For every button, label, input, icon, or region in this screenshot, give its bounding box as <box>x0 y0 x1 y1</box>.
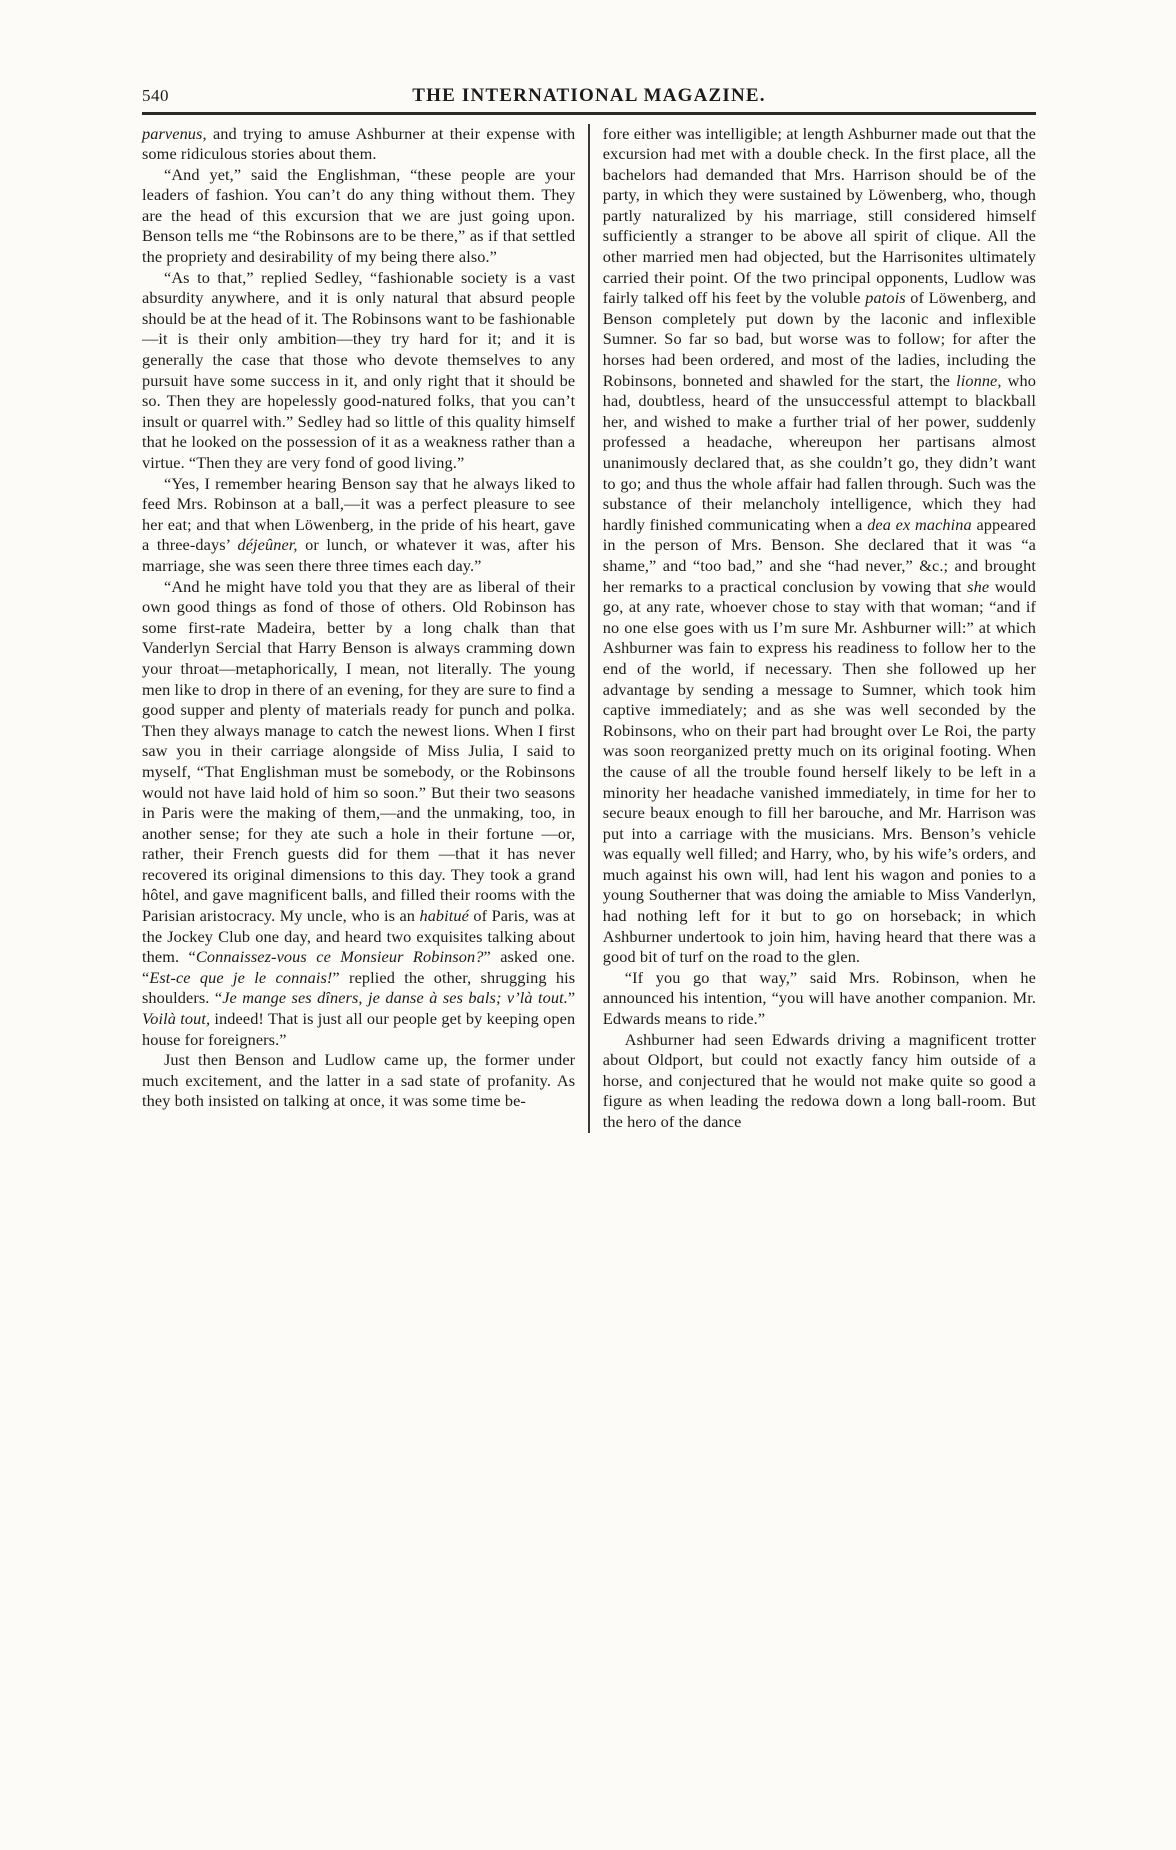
masthead <box>142 84 1036 108</box>
header-rule <box>142 112 1036 115</box>
paragraph: “Yes, I remember hearing Benson say that he always liked to feed Mrs. Robinson at a ball,—it was a perfect pleasure to see her eat; and that when Löwenberg, in the pride of his heart, gave a three-days’ déjeûner, or lunch, or whatever it was, after his marriage, she was seen there three times each day.” <box>142 473 576 575</box>
page-title: THE INTERNATIONAL MAGAZINE. <box>412 85 766 106</box>
paragraph: “As to that,” replied Sedley, “fashionable society is a vast absurdity anywhere, and it is only natural that absurd people should be at the head of it. The Robinsons want to be fashionable—it is their only ambition—they try hard for it; and it is generally the case that those who devote themselves to any pursuit have some success in it, and only right that it should be so. Then they are hopelessly good-natured folks, that you can’t insult or quarrel with.” Sedley had so little of this quality himself that he looked on the possession of it as a weakness rather than a virtue. “Then they are very fond of good living.” <box>142 267 576 472</box>
paragraph: “If you go that way,” said Mrs. Robinson, when he announced his intention, “you will have another companion. Mr. Edwards means to ride.” <box>602 967 1036 1029</box>
paragraph: “And he might have told you that they are as liberal of their own good things as fond of those of others. Old Robinson has some first-rate Madeira, better by a long chalk than that Vanderlyn Sercial that Harry Benson is always cramming down your throat—metaphorically, I mean, not literally. The young men like to drop in there of an evening, for they are sure to find a good supper and plenty of materials ready for punch and polka. Then they always manage to catch the newest lions. When I first saw you in their carriage alongside of Miss Julia, I said to myself, “That Englishman must be somebody, or the Robinsons would not have laid hold of him so soon.” But their two seasons in Paris were the making of them,—and the unmaking, too, in another sense; for they ate such a hole in their fortune —or, rather, their French guests did for them —that it has never recovered its original dimensions to this day. They took a grand hôtel, and gave magnificent balls, and filled their rooms with the Parisian aristocracy. My uncle, who is an habitué of Paris, was at the Jockey Club one day, and heard two exquisites talking about them. “Connaissez-vous ce Monsieur Robinson?” asked one. “Est-ce que je le connais!” replied the other, shrugging his shoulders. “Je mange ses dîners, je danse à ses bals; v’là tout.” Voilà tout, indeed! That is just all our people get by keeping open house for foreigners.” <box>142 576 576 1049</box>
paragraph: Just then Benson and Ludlow came up, the former under much excitement, and the latter in a sad state of profanity. As they both insisted on talking at once, it was some time be- <box>142 1050 576 1111</box>
paragraph: Ashburner had seen Edwards driving a magnificent trotter about Oldport, but could not exactly fancy him outside of a horse, and conjectured that he would not make quite so good a figure as when leading the redowa down a long ball-room. But the hero of the dance <box>602 1029 1036 1131</box>
paragraph: “And yet,” said the Englishman, “these people are your leaders of fashion. You can’t do any thing without them. They are the head of this excursion that we are just going upon. Benson tells me “the Robinsons are to be there,” as if that settled the propriety and desirability of my being there also.” <box>142 164 576 267</box>
right-column <box>590 124 1036 1133</box>
paragraph: parvenus, and trying to amuse Ashburner at their expense with some ridiculous stories about them. <box>142 123 576 164</box>
paragraph: fore either was intelligible; at length Ashburner made out that the excursion had met with a double check. In the first place, all the bachelors had demanded that Mrs. Harrison should be of the party, in which they were sustained by Löwenberg, who, though partly naturalized by his marriage, still considered himself sufficiently a stranger to be above all spirit of clique. All the other married men had objected, but the Harrisonites ultimately carried their point. Of the two principal opponents, Ludlow was fairly talked off his feet by the voluble patois of Löwenberg, and Benson completely put down by the laconic and inflexible Sumner. So far so bad, but worse was to follow; for after the horses had been ordered, and most of the ladies, including the Robinsons, bonneted and shawled for the start, the lionne, who had, doubtless, heard of the unsuccessful attempt to blackball her, and wished to make a further trial of her power, suddenly professed a headache, whereupon her partisans almost unanimously declared that, as she couldn’t go, they didn’t want to go; and thus the whole affair had fallen through. Such was the substance of their melancholy intelligence, which they had hardly finished communicating when a dea ex machina appeared in the person of Mrs. Benson. She declared that it was “a shame,” and “too bad,” and she “had never,” &c.; and brought her remarks to a practical conclusion by vowing that she would go, at any rate, whoever chose to stay with that woman; “and if no one else goes with us I’m sure Mr. Ashburner will:” at which Ashburner was fain to express his readiness to follow her to the end of the world, if necessary. Then she followed up her advantage by sending a message to Sumner, which took him captive immediately; and as she was well seconded by the Robinsons, who on their part had brought over Le Roi, the party was soon reorganized pretty much on its original footing. When the cause of all the trouble found herself likely to be left in a minority her headache vanished immediately, in time for her to secure beaux enough to fill her barouche, and Mr. Harrison was put into a carriage with the musicians. Mrs. Benson’s vehicle was equally well filled; and Harry, who, by his wife’s orders, and much against his own will, had lent his wagon and ponies to a young Southerner that was doing the amiable to Miss Vanderlyn, had nothing left for it but to go on horseback; in which Ashburner undertook to join him, having heard that there was a good bit of turf on the road to the glen. <box>602 123 1036 967</box>
page-number: 540 <box>142 86 169 105</box>
left-column <box>142 124 588 1133</box>
text-columns <box>142 124 1036 1133</box>
